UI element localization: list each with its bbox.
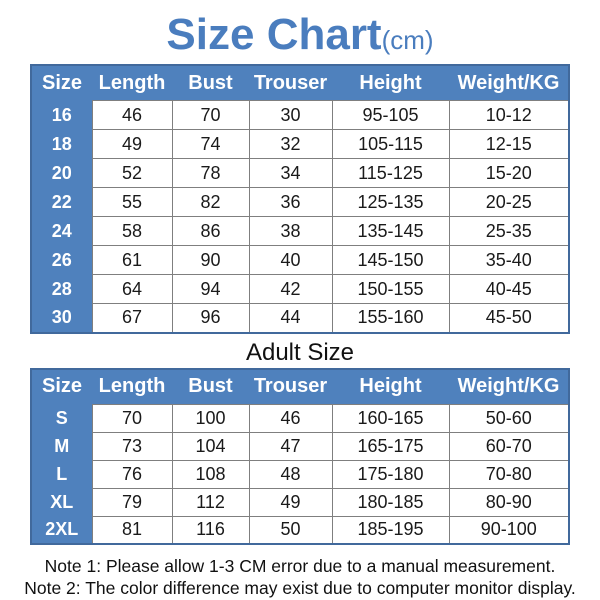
value-cell: 115-125 [332, 159, 449, 188]
table-row [31, 516, 569, 544]
table-row [31, 275, 569, 304]
value-cell: 100 [172, 404, 249, 432]
column-header: Trouser [249, 369, 332, 405]
size-cell: 20 [31, 159, 92, 188]
value-cell: 49 [249, 488, 332, 516]
value-cell: 25-35 [449, 217, 569, 246]
table-row [31, 246, 569, 275]
value-cell: 78 [172, 159, 249, 188]
value-cell: 112 [172, 488, 249, 516]
value-cell: 135-145 [332, 217, 449, 246]
value-cell: 185-195 [332, 516, 449, 544]
page-title-unit: (cm) [381, 25, 434, 55]
value-cell: 30 [249, 101, 332, 130]
value-cell: 96 [172, 304, 249, 333]
notes-section [0, 555, 600, 599]
table-row [31, 460, 569, 488]
value-cell: 32 [249, 130, 332, 159]
value-cell: 52 [92, 159, 172, 188]
value-cell: 74 [172, 130, 249, 159]
value-cell: 50-60 [449, 404, 569, 432]
value-cell: 46 [92, 101, 172, 130]
value-cell: 35-40 [449, 246, 569, 275]
value-cell: 104 [172, 432, 249, 460]
value-cell: 42 [249, 275, 332, 304]
page-title [0, 6, 600, 64]
column-header: Weight/KG [449, 369, 569, 405]
value-cell: 40 [249, 246, 332, 275]
value-cell: 38 [249, 217, 332, 246]
value-cell: 90-100 [449, 516, 569, 544]
value-cell: 44 [249, 304, 332, 333]
value-cell: 79 [92, 488, 172, 516]
value-cell: 70-80 [449, 460, 569, 488]
column-header: Size [31, 65, 92, 101]
kids-size-table [30, 64, 570, 334]
value-cell: 94 [172, 275, 249, 304]
size-cell: 24 [31, 217, 92, 246]
value-cell: 15-20 [449, 159, 569, 188]
value-cell: 155-160 [332, 304, 449, 333]
table-row [31, 130, 569, 159]
adult-table-header-row [31, 369, 569, 405]
size-cell: 2XL [31, 516, 92, 544]
adult-size-table [30, 368, 570, 546]
size-cell: M [31, 432, 92, 460]
value-cell: 58 [92, 217, 172, 246]
size-cell: 28 [31, 275, 92, 304]
value-cell: 10-12 [449, 101, 569, 130]
value-cell: 116 [172, 516, 249, 544]
size-cell: 16 [31, 101, 92, 130]
column-header: Height [332, 369, 449, 405]
value-cell: 95-105 [332, 101, 449, 130]
value-cell: 50 [249, 516, 332, 544]
value-cell: 90 [172, 246, 249, 275]
value-cell: 55 [92, 188, 172, 217]
value-cell: 150-155 [332, 275, 449, 304]
page-title-main: Size Chart [166, 10, 382, 59]
value-cell: 40-45 [449, 275, 569, 304]
value-cell: 108 [172, 460, 249, 488]
size-cell: 18 [31, 130, 92, 159]
adult-size-heading: Adult Size [245, 338, 355, 366]
table-row [31, 159, 569, 188]
value-cell: 46 [249, 404, 332, 432]
size-cell: XL [31, 488, 92, 516]
value-cell: 125-135 [332, 188, 449, 217]
table-row [31, 404, 569, 432]
value-cell: 76 [92, 460, 172, 488]
size-cell: 22 [31, 188, 92, 217]
value-cell: 67 [92, 304, 172, 333]
table-row [31, 217, 569, 246]
value-cell: 70 [92, 404, 172, 432]
table-row [31, 188, 569, 217]
value-cell: 20-25 [449, 188, 569, 217]
value-cell: 49 [92, 130, 172, 159]
value-cell: 175-180 [332, 460, 449, 488]
value-cell: 160-165 [332, 404, 449, 432]
column-header: Trouser [249, 65, 332, 101]
column-header: Length [92, 369, 172, 405]
size-cell: 26 [31, 246, 92, 275]
size-cell: L [31, 460, 92, 488]
value-cell: 81 [92, 516, 172, 544]
value-cell: 34 [249, 159, 332, 188]
size-cell: 30 [31, 304, 92, 333]
value-cell: 60-70 [449, 432, 569, 460]
value-cell: 61 [92, 246, 172, 275]
column-header: Size [31, 369, 92, 405]
column-header: Length [92, 65, 172, 101]
table-row [31, 101, 569, 130]
value-cell: 70 [172, 101, 249, 130]
value-cell: 47 [249, 432, 332, 460]
value-cell: 86 [172, 217, 249, 246]
column-header: Weight/KG [449, 65, 569, 101]
column-header: Height [332, 65, 449, 101]
kids-table-header-row [31, 65, 569, 101]
value-cell: 145-150 [332, 246, 449, 275]
column-header: Bust [172, 369, 249, 405]
table-row [31, 304, 569, 333]
value-cell: 36 [249, 188, 332, 217]
note-2: Note 2: The color difference may exist due to computer monitor display. [24, 578, 576, 598]
value-cell: 165-175 [332, 432, 449, 460]
value-cell: 64 [92, 275, 172, 304]
value-cell: 80-90 [449, 488, 569, 516]
table-row [31, 488, 569, 516]
size-cell: S [31, 404, 92, 432]
value-cell: 45-50 [449, 304, 569, 333]
value-cell: 180-185 [332, 488, 449, 516]
value-cell: 82 [172, 188, 249, 217]
column-header: Bust [172, 65, 249, 101]
value-cell: 73 [92, 432, 172, 460]
note-1: Note 1: Please allow 1-3 CM error due to a manual measurement. [44, 556, 556, 576]
value-cell: 105-115 [332, 130, 449, 159]
value-cell: 12-15 [449, 130, 569, 159]
value-cell: 48 [249, 460, 332, 488]
table-row [31, 432, 569, 460]
